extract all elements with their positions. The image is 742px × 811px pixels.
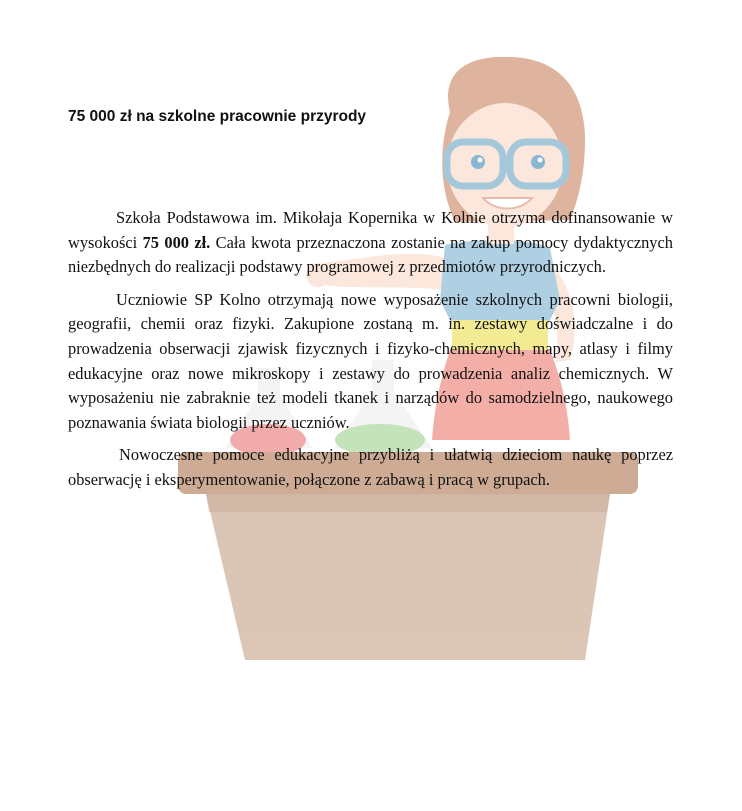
article-title: 75 000 zł na szkolne pracownie przyrody [68, 108, 367, 125]
funding-amount: 75 000 zł. [142, 232, 211, 252]
paragraph-1: Szkoła Podstawowa im. Mikołaja Kopernika w Kolnie otrzyma dofinansowanie w wysokości 75 000 zł. Cała kwota przeznaczona zostanie na zakup pomocy dydaktycznych niezbędnych do realizacji podstawy programowej z przedmiotów przyrodniczych. [68, 208, 673, 277]
article-body [68, 206, 673, 501]
desk-front [206, 494, 610, 660]
paragraph-2: Uczniowie SP Kolno otrzymają nowe wyposażenie szkolnych pracowni biologii, geografii, chemii oraz fizyki. Zakupione zostaną m. in. zestawy doświadczalne i do prowadzenia obserwacji zjawisk fizycznych i fizyko-chemicznych, mapy, atlasy i filmy edukacyjne oraz nowe mikroskopy i zestawy do prowadzenia analiz chemicznych. W wyposażeniu nie zabraknie też modeli tkanek i narządów do samodzielnego, naukowego poznawania świata biologii przez uczniów. [68, 289, 673, 432]
paragraph-3: Nowoczesne pomoce edukacyjne przybliżą i ułatwią dzieciom naukę poprzez obserwację i eksperymentowanie, połączone z zabawą i pracą w grupach. [68, 445, 673, 489]
